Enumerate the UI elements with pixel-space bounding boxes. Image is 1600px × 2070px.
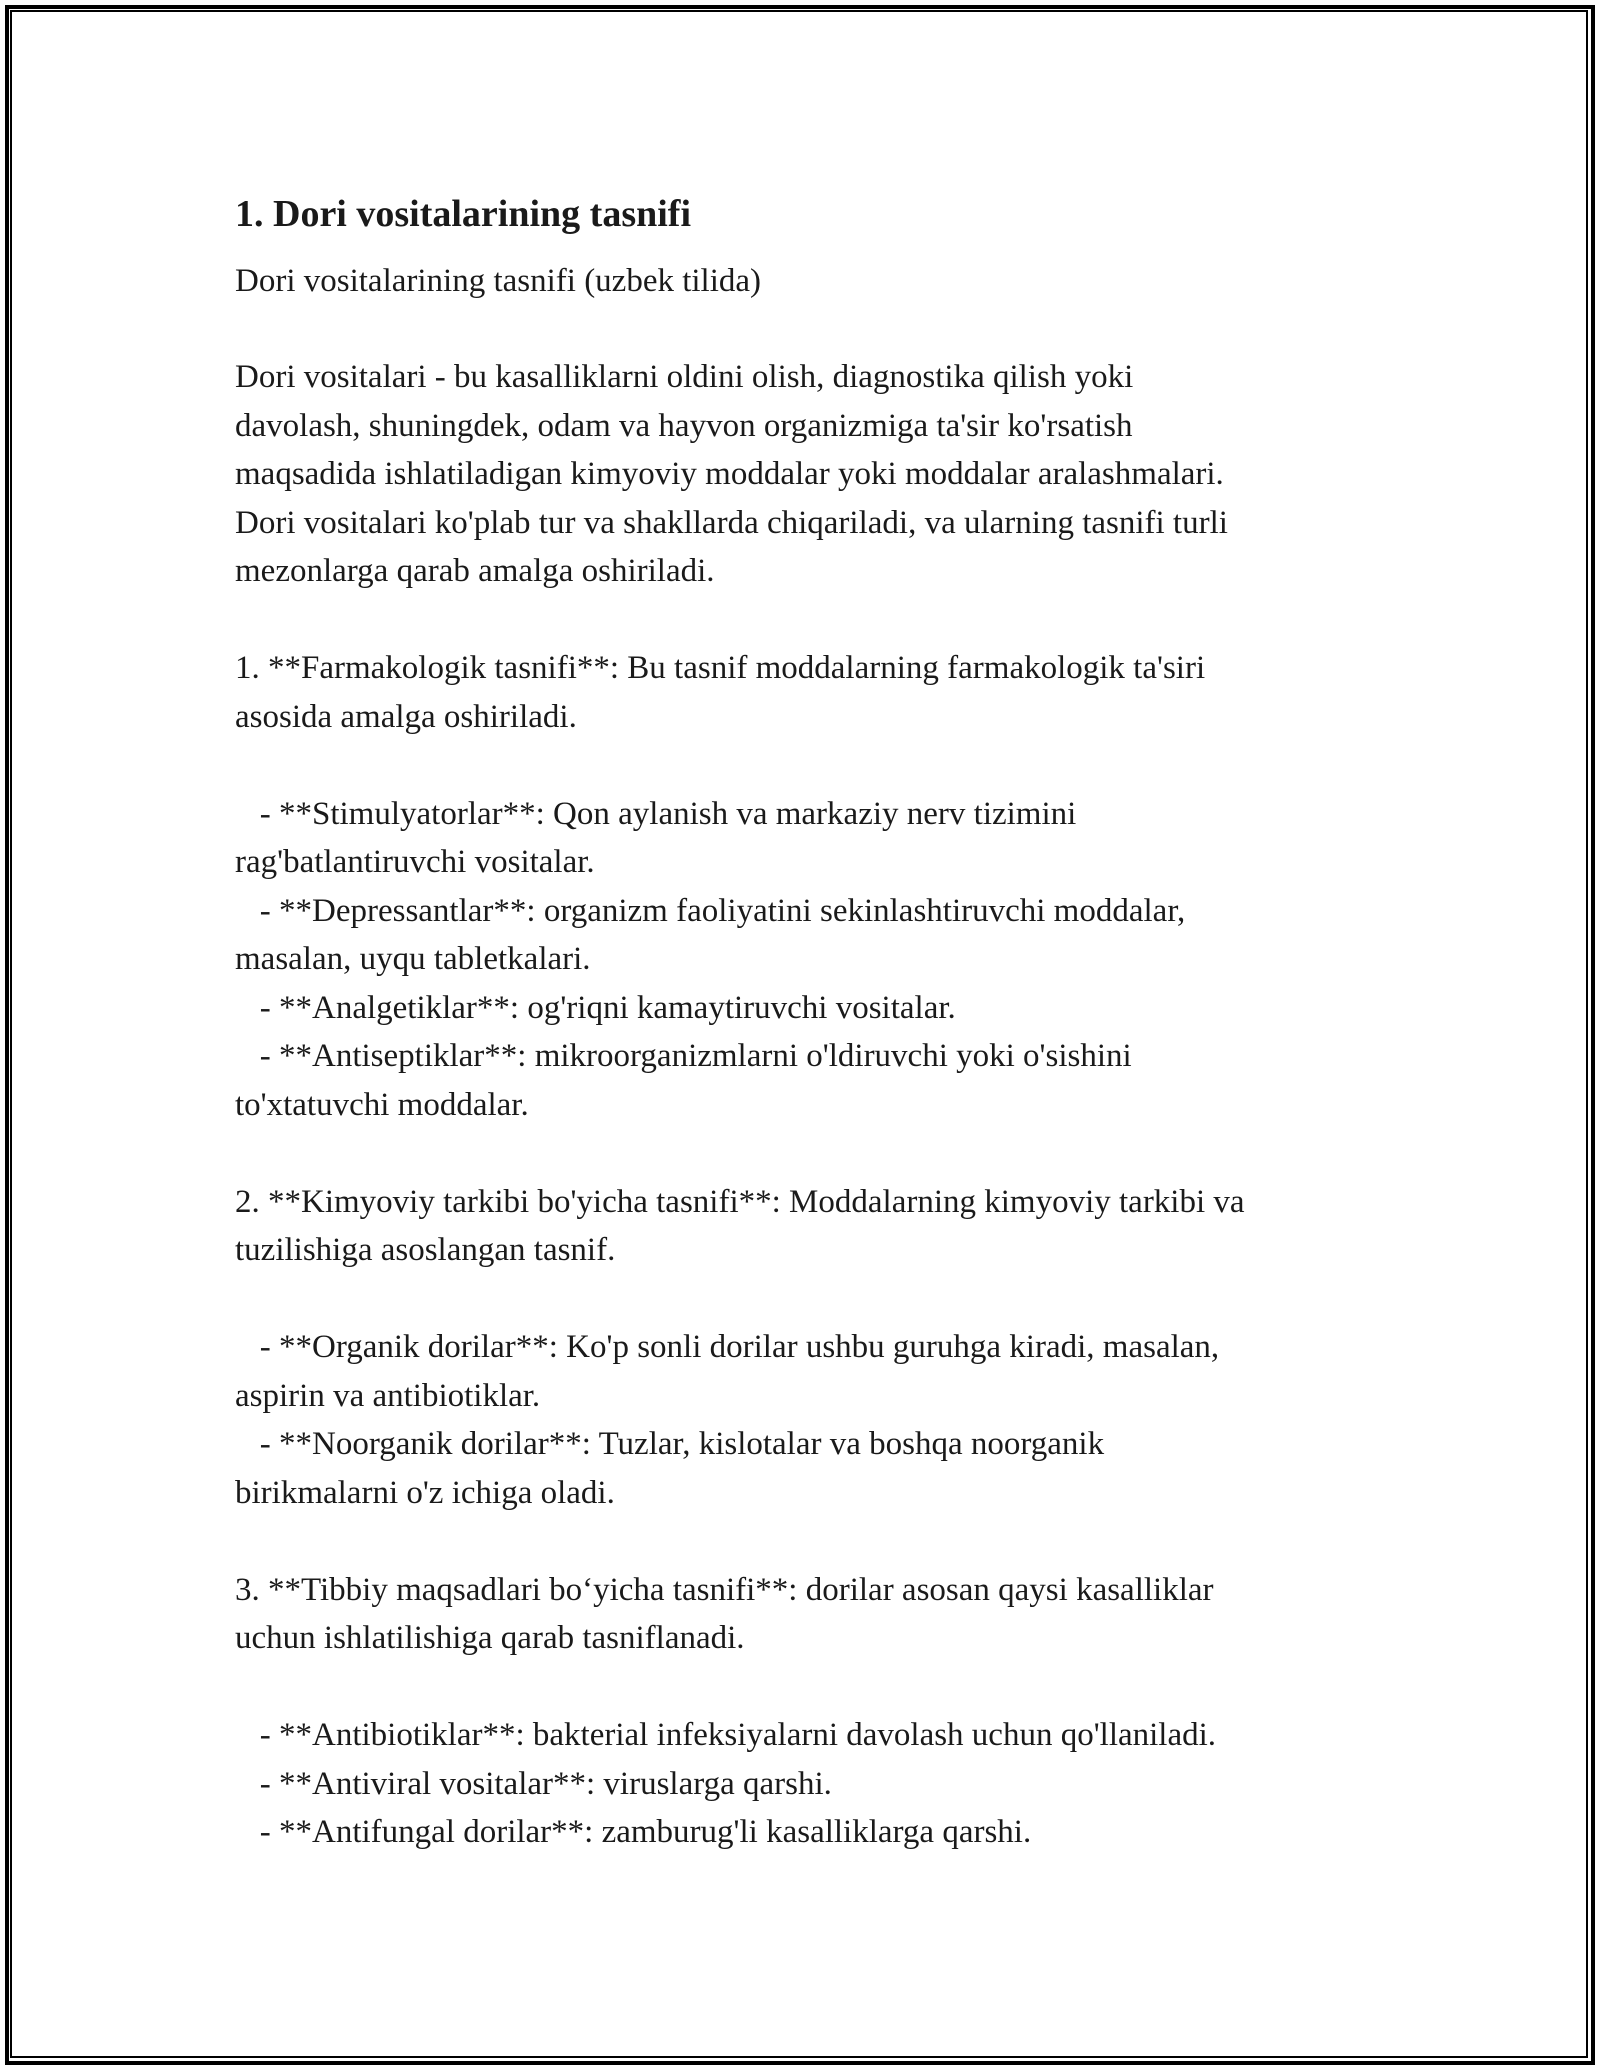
- list-item: - **Antifungal dorilar**: zamburug'li kasalliklarga qarshi.: [235, 1814, 1032, 1850]
- list-item: - **Antibiotiklar**: bakterial infeksiyalarni davolash uchun qo'llaniladi.: [235, 1717, 1217, 1753]
- section-list: [235, 790, 1375, 1130]
- intro-paragraph: Dori vositalari - bu kasalliklarni oldini olish, diagnostika qilish yoki davolash, shuningdek, odam va hayvon organizmiga ta'sir ko'rsatish maqsadida ishlatiladigan kimyoviy moddalar yoki moddalar aralashmalari. Dori vositalari ko'plab tur va shakllarda chiqariladi, va ularning tasnifi turli mezonlarga qarab amalga oshiriladi.: [235, 359, 1228, 589]
- document-subtitle: Dori vositalarining tasnifi (uzbek tilida): [235, 263, 762, 299]
- document-body: [235, 187, 1375, 1905]
- section-heading: 2. **Kimyoviy tarkibi bo'yicha tasnifi**: Moddalarning kimyoviy tarkibi va tuzilishiga asoslangan tasnif.: [235, 1183, 1245, 1268]
- list-item: - **Stimulyatorlar**: Qon aylanish va markaziy nerv tizimini rag'batlantiruvchi vositalar.: [235, 795, 1077, 880]
- list-item: - **Depressantlar**: organizm faoliyatini sekinlashtiruvchi moddalar, masalan, uyqu tabletkalari.: [235, 892, 1186, 977]
- list-item: - **Noorganik dorilar**: Tuzlar, kislotalar va boshqa noorganik birikmalarni o'z ichiga oladi.: [235, 1426, 1105, 1511]
- document-title: 1. Dori vositalarining tasnifi: [235, 193, 692, 235]
- section-list: [235, 1323, 1375, 1517]
- list-item: - **Antiviral vositalar**: viruslarga qarshi.: [235, 1765, 832, 1802]
- list-item: - **Analgetiklar**: og'riqni kamaytiruvchi vositalar.: [235, 989, 956, 1026]
- list-item: - **Organik dorilar**: Ko'p sonli dorilar ushbu guruhga kiradi, masalan, aspirin va antibiotiklar.: [235, 1329, 1220, 1414]
- section-heading: 3. **Tibbiy maqsadlari bo‘yicha tasnifi**: dorilar asosan qaysi kasalliklar uchun ishlatilishiga qarab tasniflanadi.: [235, 1571, 1214, 1656]
- section-list: [235, 1711, 1375, 1857]
- section-heading: 1. **Farmakologik tasnifi**: Bu tasnif moddalarning farmakologik ta'siri asosida amalga oshiriladi.: [235, 650, 1206, 735]
- list-item: - **Antiseptiklar**: mikroorganizmlarni o'ldiruvchi yoki o'sishini to'xtatuvchi moddalar.: [235, 1038, 1132, 1123]
